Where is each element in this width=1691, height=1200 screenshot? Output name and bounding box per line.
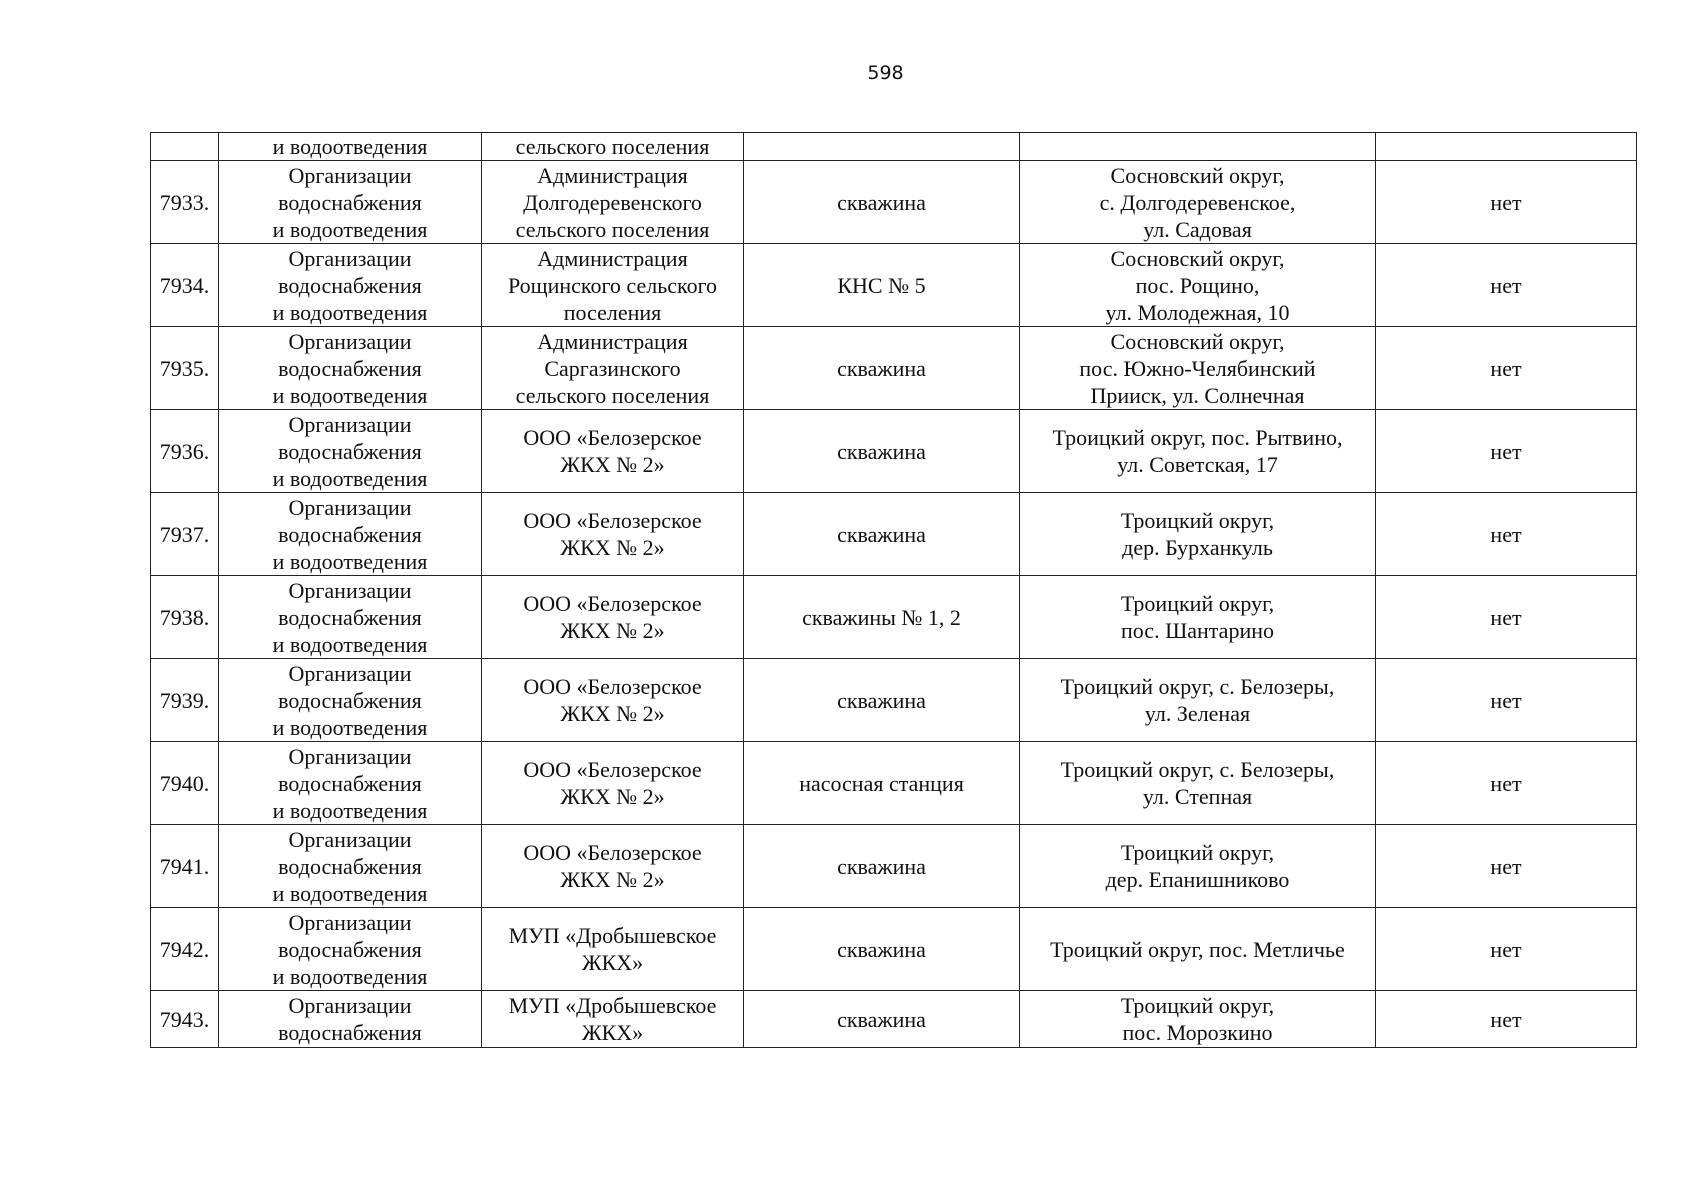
flag-text: нет <box>1490 853 1522 879</box>
organization-type-cell <box>219 410 482 493</box>
table-row <box>151 742 1637 825</box>
organization-type-cell <box>219 742 482 825</box>
address-text: Троицкий округ, пос. Рытвино, ул. Советская, 17 <box>1052 425 1343 477</box>
organization-type-text: Организации водоснабжения и водоотведения <box>272 577 428 657</box>
row-number-text: 7935. <box>159 355 210 381</box>
row-number-cell <box>151 244 219 327</box>
owner-text: МУП «Дробышевское ЖКХ» <box>508 923 717 975</box>
flag-cell <box>1376 576 1637 659</box>
owner-text: Администрация Саргазинского сельского поселения <box>515 328 710 408</box>
owner-text: ООО «Белозерское ЖКХ № 2» <box>523 591 702 643</box>
owner-text: Администрация Рощинского сельского поселения <box>507 245 718 325</box>
flag-text: нет <box>1490 438 1522 464</box>
registry-table-body <box>151 133 1637 1048</box>
object-cell <box>744 327 1020 410</box>
flag-text: нет <box>1490 355 1522 381</box>
owner-cell <box>482 908 744 991</box>
address-text: Троицкий округ, пос. Шантарино <box>1120 591 1275 643</box>
organization-type-text: Организации водоснабжения и водоотведения <box>272 826 428 906</box>
organization-type-cell <box>219 825 482 908</box>
page-number: 598 <box>867 62 904 84</box>
row-number-cell <box>151 327 219 410</box>
flag-cell <box>1376 742 1637 825</box>
organization-type-cell <box>219 659 482 742</box>
object-text: КНС № 5 <box>837 272 926 298</box>
table-row <box>151 825 1637 908</box>
object-text: скважина <box>837 438 926 464</box>
organization-type-text: Организации водоснабжения и водоотведения <box>272 162 428 242</box>
owner-cell <box>482 133 744 161</box>
owner-text: ООО «Белозерское ЖКХ № 2» <box>523 508 702 560</box>
object-cell <box>744 908 1020 991</box>
organization-type-text: Организации водоснабжения и водоотведения <box>272 411 428 491</box>
object-cell <box>744 161 1020 244</box>
flag-text: нет <box>1490 1006 1522 1032</box>
owner-cell <box>482 825 744 908</box>
table-row <box>151 161 1637 244</box>
flag-cell <box>1376 410 1637 493</box>
address-cell <box>1020 742 1376 825</box>
flag-cell <box>1376 991 1637 1048</box>
organization-type-cell <box>219 244 482 327</box>
address-cell <box>1020 659 1376 742</box>
owner-text: ООО «Белозерское ЖКХ № 2» <box>523 840 702 892</box>
organization-type-text: Организации водоснабжения <box>278 993 422 1045</box>
address-cell <box>1020 825 1376 908</box>
object-cell <box>744 576 1020 659</box>
organization-type-cell <box>219 493 482 576</box>
address-cell <box>1020 576 1376 659</box>
table-row <box>151 991 1637 1048</box>
organization-type-text: Организации водоснабжения и водоотведения <box>272 245 428 325</box>
row-number-text: 7943. <box>159 1006 210 1032</box>
owner-text: ООО «Белозерское ЖКХ № 2» <box>523 674 702 726</box>
row-number-cell <box>151 825 219 908</box>
flag-cell <box>1376 659 1637 742</box>
address-text: Троицкий округ, пос. Морозкино <box>1120 993 1275 1045</box>
address-cell <box>1020 410 1376 493</box>
owner-cell <box>482 410 744 493</box>
table-row <box>151 659 1637 742</box>
flag-text: нет <box>1490 687 1522 713</box>
address-text: Сосновский округ, с. Долгодеревенское, ул. Садовая <box>1099 162 1296 242</box>
row-number-text: 7941. <box>159 853 210 879</box>
flag-cell <box>1376 161 1637 244</box>
row-number-cell <box>151 161 219 244</box>
row-number-cell <box>151 908 219 991</box>
row-number-cell <box>151 133 219 161</box>
object-text: скважина <box>837 355 926 381</box>
owner-cell <box>482 244 744 327</box>
object-cell <box>744 133 1020 161</box>
row-number-text: 7939. <box>159 687 210 713</box>
object-text: скважина <box>837 853 926 879</box>
object-cell <box>744 493 1020 576</box>
row-number-text: 7933. <box>159 189 210 215</box>
object-cell <box>744 244 1020 327</box>
row-number-text: 7937. <box>159 521 210 547</box>
address-cell <box>1020 161 1376 244</box>
address-text: Троицкий округ, с. Белозеры, ул. Зеленая <box>1060 674 1335 726</box>
organization-type-cell <box>219 327 482 410</box>
organization-type-cell <box>219 161 482 244</box>
row-number-text: 7936. <box>159 438 210 464</box>
address-cell <box>1020 133 1376 161</box>
organization-type-text: Организации водоснабжения и водоотведения <box>272 660 428 740</box>
flag-cell <box>1376 908 1637 991</box>
row-number-cell <box>151 742 219 825</box>
owner-cell <box>482 576 744 659</box>
address-cell <box>1020 991 1376 1048</box>
object-cell <box>744 825 1020 908</box>
row-number-text: 7942. <box>159 936 210 962</box>
object-text: скважина <box>837 521 926 547</box>
object-text: скважина <box>837 936 926 962</box>
flag-text: нет <box>1490 272 1522 298</box>
row-number-cell <box>151 991 219 1048</box>
row-number-text: 7940. <box>159 770 210 796</box>
row-number-cell <box>151 576 219 659</box>
flag-cell <box>1376 327 1637 410</box>
object-text: скважина <box>837 687 926 713</box>
object-cell <box>744 742 1020 825</box>
organization-type-cell <box>219 991 482 1048</box>
organization-type-text: Организации водоснабжения и водоотведения <box>272 909 428 989</box>
flag-text: нет <box>1490 936 1522 962</box>
flag-cell <box>1376 133 1637 161</box>
row-number-cell <box>151 493 219 576</box>
address-cell <box>1020 493 1376 576</box>
owner-cell <box>482 493 744 576</box>
owner-text: сельского поселения <box>515 134 710 159</box>
table-row <box>151 327 1637 410</box>
registry-table <box>150 132 1637 1048</box>
address-cell <box>1020 244 1376 327</box>
flag-cell <box>1376 493 1637 576</box>
address-text: Троицкий округ, пос. Метличье <box>1050 936 1345 962</box>
organization-type-cell <box>219 133 482 161</box>
owner-cell <box>482 327 744 410</box>
row-number-cell <box>151 659 219 742</box>
object-cell <box>744 410 1020 493</box>
organization-type-cell <box>219 908 482 991</box>
table-row <box>151 410 1637 493</box>
flag-text: нет <box>1490 189 1522 215</box>
organization-type-cell <box>219 576 482 659</box>
table-row <box>151 244 1637 327</box>
organization-type-text: Организации водоснабжения и водоотведения <box>272 743 428 823</box>
flag-cell <box>1376 244 1637 327</box>
object-text: скважины № 1, 2 <box>802 604 961 630</box>
owner-cell <box>482 742 744 825</box>
organization-type-text: Организации водоснабжения и водоотведения <box>272 494 428 574</box>
address-text: Троицкий округ, с. Белозеры, ул. Степная <box>1060 757 1335 809</box>
flag-text: нет <box>1490 770 1522 796</box>
owner-cell <box>482 991 744 1048</box>
object-text: скважина <box>837 189 926 215</box>
owner-text: ООО «Белозерское ЖКХ № 2» <box>523 757 702 809</box>
row-number-text: 7938. <box>159 604 210 630</box>
table-row <box>151 493 1637 576</box>
owner-cell <box>482 659 744 742</box>
address-text: Троицкий округ, дер. Епанишниково <box>1105 840 1290 892</box>
organization-type-text: Организации водоснабжения и водоотведения <box>272 328 428 408</box>
address-cell <box>1020 908 1376 991</box>
object-cell <box>744 991 1020 1048</box>
table-row <box>151 576 1637 659</box>
organization-type-text: и водоотведения <box>272 134 428 159</box>
object-cell <box>744 659 1020 742</box>
flag-cell <box>1376 825 1637 908</box>
address-text: Сосновский округ, пос. Южно-Челябинский Прииск, ул. Солнечная <box>1079 328 1316 408</box>
table-row <box>151 908 1637 991</box>
object-text: насосная станция <box>799 770 964 796</box>
owner-cell <box>482 161 744 244</box>
flag-text: нет <box>1490 521 1522 547</box>
owner-text: ООО «Белозерское ЖКХ № 2» <box>523 425 702 477</box>
owner-text: МУП «Дробышевское ЖКХ» <box>508 993 717 1045</box>
row-number-cell <box>151 410 219 493</box>
table-row <box>151 133 1637 161</box>
address-text: Троицкий округ, дер. Бурханкуль <box>1120 508 1275 560</box>
owner-text: Администрация Долгодеревенского сельского поселения <box>515 162 710 242</box>
flag-text: нет <box>1490 604 1522 630</box>
object-text: скважина <box>837 1006 926 1032</box>
row-number-text: 7934. <box>159 272 210 298</box>
address-cell <box>1020 327 1376 410</box>
address-text: Сосновский округ, пос. Рощино, ул. Молодежная, 10 <box>1105 245 1290 325</box>
